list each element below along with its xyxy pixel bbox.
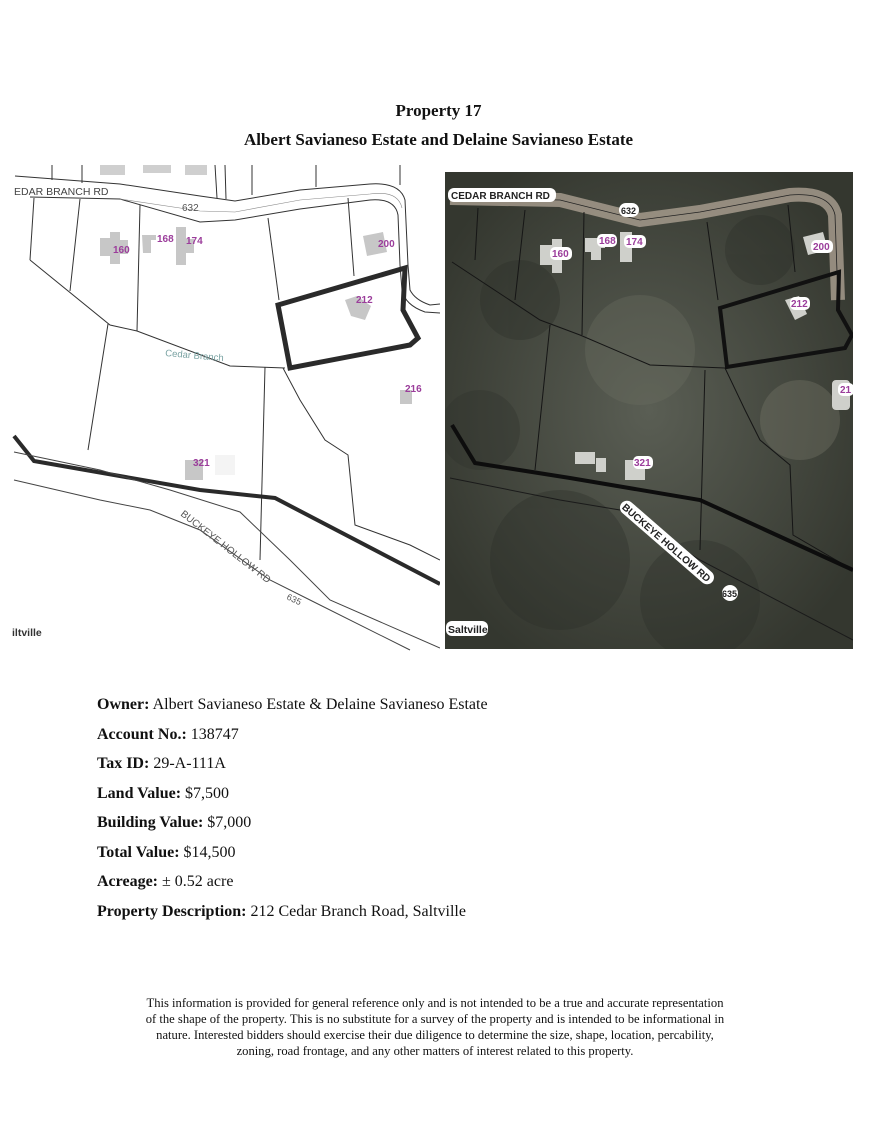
property-details — [97, 690, 488, 926]
owner-value: Albert Savianeso Estate & Delaine Savianeso Estate — [152, 696, 488, 713]
description-label: Property Description: — [97, 902, 247, 920]
building-value-label: Building Value: — [97, 814, 204, 831]
subject-parcel-outline — [278, 268, 418, 368]
aerial-house-216: 21 — [840, 385, 852, 396]
account-label: Account No.: — [97, 725, 187, 743]
aerial-house-212: 212 — [791, 299, 808, 310]
aerial-house-200: 200 — [813, 242, 830, 253]
land-value-value: $7,500 — [185, 784, 230, 802]
acreage-row — [97, 867, 488, 897]
house-number-200: 200 — [378, 239, 395, 250]
house-number-216: 216 — [405, 384, 422, 395]
tax-id-label: Tax ID: — [97, 755, 150, 772]
account-value: 138747 — [190, 725, 239, 743]
total-value-value: $14,500 — [183, 843, 236, 861]
tax-id-value: 29-A-111A — [153, 755, 226, 772]
total-value-row — [97, 838, 488, 868]
house-number-174: 174 — [186, 236, 203, 247]
house-number-160: 160 — [113, 245, 130, 256]
description-value: 212 Cedar Branch Road, Saltville — [250, 902, 466, 920]
town-label: iltville — [12, 627, 42, 639]
building-value-value: $7,000 — [207, 814, 252, 831]
aerial-map — [445, 172, 853, 649]
aerial-town-label: Saltville — [448, 624, 488, 636]
disclaimer-line-1: This information is provided for general reference only and is not intended to be a true and accurate representation — [146, 996, 724, 1010]
disclaimer-line-4: zoning, road frontage, and any other matters of interest related to this property. — [236, 1044, 634, 1058]
aerial-road-number-635: 635 — [722, 589, 738, 599]
land-value-label: Land Value: — [97, 784, 182, 802]
house-number-321: 321 — [193, 458, 210, 469]
building-value-row — [97, 808, 488, 838]
road-label-cedar-branch: EDAR BRANCH RD — [14, 186, 109, 198]
house-number-212: 212 — [356, 295, 373, 306]
house-number-168: 168 — [157, 234, 174, 245]
road-number-635: 635 — [285, 591, 304, 608]
disclaimer-line-3: nature. Interested bidders should exercise their due diligence to determine the size, shape, location, percability, — [156, 1028, 714, 1042]
owner-label: Owner: — [97, 696, 150, 713]
owner-row — [97, 690, 488, 720]
land-value-row — [97, 779, 488, 809]
property-name-heading: Albert Savianeso Estate and Delaine Savianeso Estate — [243, 130, 634, 149]
tax-id-row — [97, 749, 488, 779]
aerial-road-label-cedar-branch: CEDAR BRANCH RD — [451, 191, 550, 202]
aerial-house-168: 168 — [599, 236, 616, 247]
road-label-buckeye-hollow: BUCKEYE HOLLOW RD — [178, 508, 273, 586]
parcel-map — [0, 160, 440, 655]
description-row — [97, 897, 488, 927]
property-number-heading: Property 17 — [395, 101, 482, 120]
disclaimer-line-2: of the shape of the property. This is no substitute for a survey of the property and is intended to be informational in — [145, 1012, 725, 1026]
account-row — [97, 720, 488, 750]
aerial-road-label-buckeye-hollow: BUCKEYE HOLLOW RD — [619, 502, 713, 585]
stream-label: Cedar Branch — [164, 348, 225, 365]
total-value-label: Total Value: — [97, 843, 180, 861]
aerial-road-number-632: 632 — [621, 206, 637, 216]
acreage-value: ± 0.52 acre — [162, 873, 234, 890]
acreage-label: Acreage: — [97, 873, 158, 890]
aerial-house-174: 174 — [626, 237, 643, 248]
aerial-house-160: 160 — [552, 249, 569, 260]
aerial-house-321: 321 — [634, 458, 651, 469]
road-number-632: 632 — [182, 203, 199, 214]
disclaimer — [95, 995, 775, 1059]
